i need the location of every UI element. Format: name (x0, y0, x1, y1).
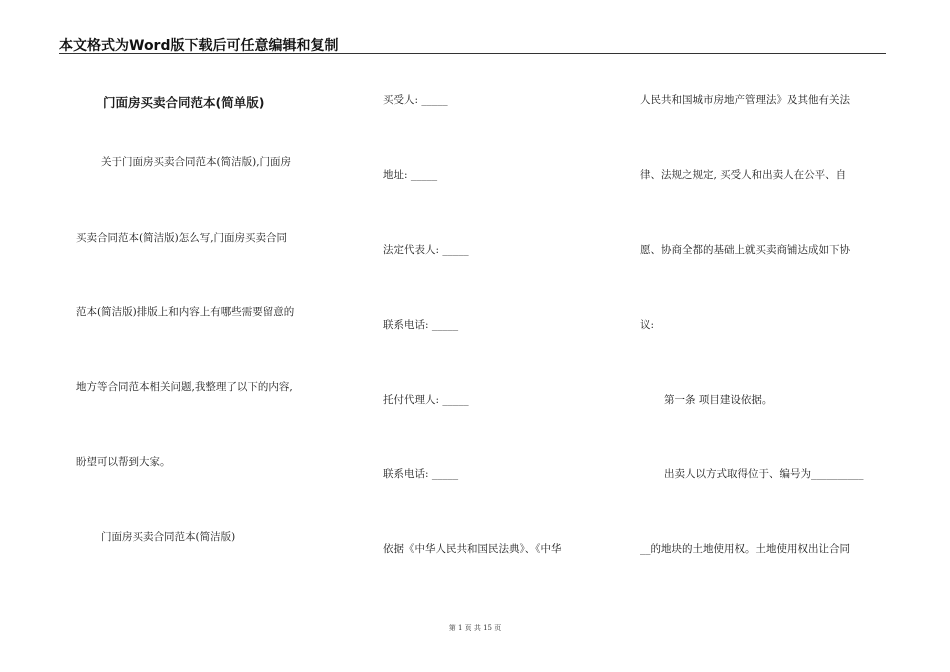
col2-line: 买受人: _____ (383, 94, 448, 106)
page-footer: 第 1 页 共 15 页 (448, 624, 502, 632)
col1-line: 范本(简洁版)排版上和内容上有哪些需要留意的 (76, 306, 295, 318)
col3-line: __的地块的土地使用权。土地使用权出让合同 (640, 543, 850, 555)
col3-line: 第一条 项目建设依据。 (664, 394, 773, 406)
col1-line: 门面房买卖合同范本(简洁版) (101, 531, 236, 543)
col2-line: 联系电话: _____ (383, 319, 459, 331)
header-divider (59, 53, 886, 54)
col2-line: 托付代理人: _____ (383, 394, 469, 406)
col3-line: 愿、协商全都的基础上就买卖商铺达成如下协 (640, 244, 850, 256)
col2-line: 依据《中华人民共和国民法典》、《中华 (383, 543, 562, 555)
col3-line: 人民共和国城市房地产管理法》及其他有关法 (640, 94, 850, 106)
col1-line: 盼望可以帮到大家。 (76, 456, 171, 468)
col3-line: 出卖人以方式取得位于、编号为__________ (664, 468, 864, 480)
col2-line: 地址: _____ (383, 169, 438, 181)
col3-line: 议: (640, 319, 655, 331)
col2-line: 法定代表人: _____ (383, 244, 469, 256)
col3-line: 律、法规之规定, 买受人和出卖人在公平、自 (640, 169, 847, 181)
col1-line: 买卖合同范本(简洁版)怎么写,门面房买卖合同 (76, 232, 288, 244)
col2-line: 联系电话: _____ (383, 468, 459, 480)
col1-line: 地方等合同范本相关问题,我整理了以下的内容, (76, 381, 293, 393)
col1-line: 关于门面房买卖合同范本(简洁版),门面房 (101, 156, 292, 168)
header-title: 本文格式为Word版下载后可任意编辑和复制 (59, 38, 339, 54)
document-title: 门面房买卖合同范本(简单版) (103, 95, 265, 110)
